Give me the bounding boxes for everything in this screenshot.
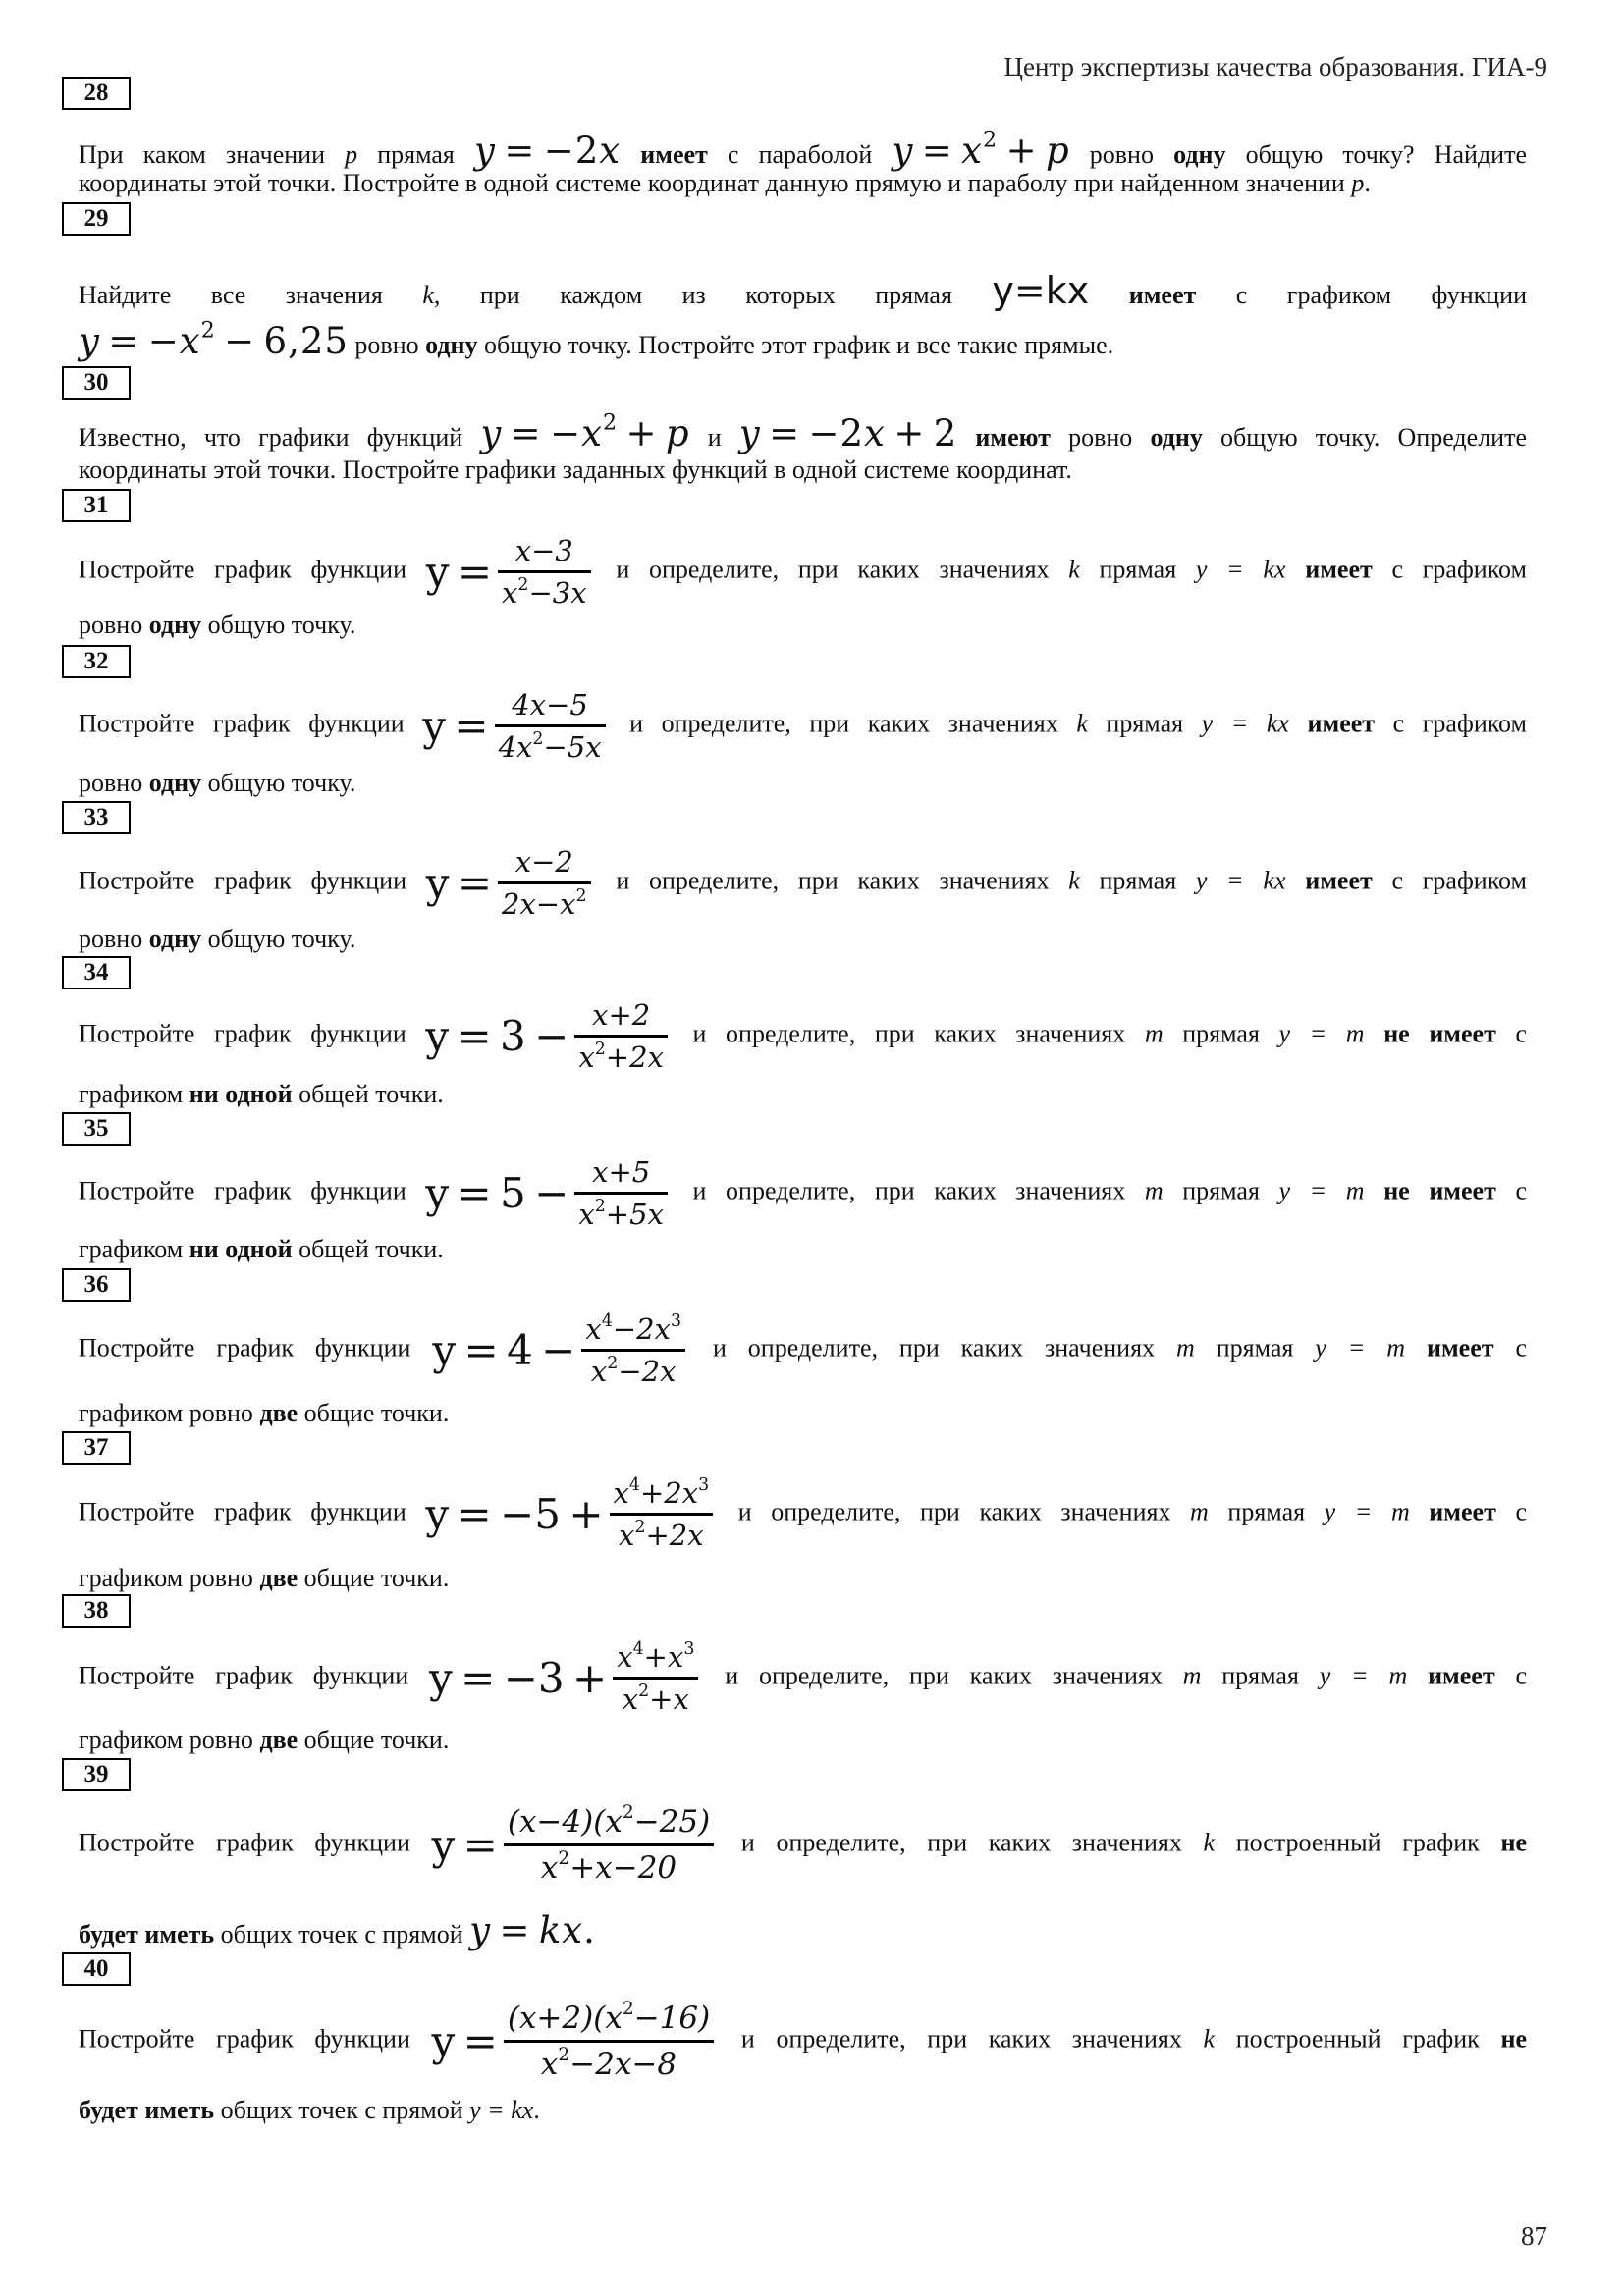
text-run: и определите, при каких значениях [691, 1333, 1176, 1362]
equation-lead: y = [425, 548, 493, 596]
text-run: Известно, что графики функций [79, 423, 481, 452]
fraction [574, 1154, 668, 1232]
fraction-equation [425, 1475, 719, 1553]
fraction [498, 533, 591, 611]
fraction-numerator: x−2 [514, 845, 573, 879]
text-run: и определите, при каких значениях [673, 1176, 1145, 1205]
problem-text-line [79, 269, 1527, 312]
problem-text-line [79, 2096, 1527, 2125]
problem-text-line [79, 533, 1527, 611]
italic-variable: p [1351, 169, 1365, 197]
text-run: общей точки. [292, 1080, 444, 1108]
text-run: общую точку. [201, 769, 356, 797]
fraction-equation [432, 1802, 721, 1888]
text-run: общих точек с прямой [214, 2096, 470, 2124]
problem-text-line [79, 1909, 1527, 1951]
italic-variable: m [1144, 1176, 1164, 1205]
fraction [613, 1639, 698, 1717]
equation-lead: y = 4 − [432, 1326, 576, 1374]
italic-variable: y = m [1319, 1661, 1408, 1690]
equation-lead: y = [431, 1821, 498, 1869]
fraction [581, 1311, 685, 1389]
italic-variable: k [1068, 866, 1080, 895]
bold-text: будет иметь [79, 1920, 215, 1949]
text-run: Постройте график функции [79, 1497, 426, 1526]
text-run: Постройте график функции [79, 1661, 430, 1690]
text-run: построенный график [1215, 2024, 1501, 2054]
equation-lead: y = [425, 859, 493, 907]
text-run: графиком ровно [79, 1399, 260, 1427]
fraction [504, 1999, 714, 2084]
text-run: . [1364, 169, 1371, 197]
text-run: общую точку. [201, 925, 356, 953]
italic-variable: m [1190, 1497, 1209, 1526]
fraction-numerator: $(x+2)(x^2-16)$ [507, 1999, 711, 2036]
fraction-equation [432, 1999, 721, 2084]
text-run: и определите, при каких значениях [673, 1019, 1145, 1048]
fraction [498, 844, 591, 922]
bold-text: одну [148, 611, 202, 639]
problem-text-line [79, 844, 1527, 922]
fraction-equation [426, 533, 597, 611]
fraction-denominator: $x^2-2x-8$ [540, 2045, 677, 2082]
text-run: и определите, при каких значениях [720, 1828, 1204, 1857]
problem-number-box: 38 [62, 1594, 131, 1628]
fraction-equation [432, 1311, 691, 1389]
problem-text-line [79, 1999, 1527, 2084]
text-run: и определите, при каких значениях [596, 866, 1069, 895]
fraction [495, 687, 606, 765]
math-expression: y = kx. [469, 1909, 596, 1951]
italic-variable: y = m [1278, 1176, 1365, 1205]
bold-text: имеет [621, 140, 708, 169]
text-run: ровно [1069, 140, 1174, 169]
bold-text: имеют [957, 423, 1051, 452]
bold-text: имеет [1285, 555, 1373, 584]
text-run: графиком ровно [79, 1564, 260, 1592]
text-run: с [1495, 1497, 1527, 1526]
math-expression: $y = x^2 + p$ [892, 127, 1070, 172]
italic-variable: m [1175, 1333, 1195, 1362]
fraction-numerator: x−3 [514, 534, 573, 567]
fraction [574, 997, 668, 1075]
text-run: общие точки. [298, 1564, 450, 1592]
equation-lead: y = 5 − [425, 1169, 569, 1217]
italic-variable: k [1068, 555, 1080, 584]
math-expression: y=kx [992, 269, 1090, 312]
problem-text-line [79, 1154, 1527, 1232]
fraction-denominator: $x^2+5x$ [578, 1196, 664, 1231]
bold-text: имеет [1285, 866, 1373, 895]
math-expression: $y = -x^2 - 6,25$ [79, 317, 349, 362]
bold-text: не [1500, 1828, 1528, 1857]
bold-text: одну [148, 925, 202, 953]
text-run: общие точки. [298, 1726, 450, 1754]
problem-number-box: 37 [62, 1431, 131, 1465]
text-run: графиком [79, 1080, 189, 1108]
problem-text-line [79, 687, 1527, 765]
problem-number-box: 28 [62, 77, 131, 110]
problem-number-box: 39 [62, 1758, 131, 1791]
italic-variable: y = kx [1195, 866, 1286, 895]
fraction-numerator: $(x-4)(x^2-25)$ [507, 1802, 711, 1840]
bold-text: не [1500, 2024, 1528, 2054]
bold-text: имеет [1409, 1497, 1496, 1526]
text-run: , при каждом из которых прямая [433, 281, 993, 309]
text-run: прямая [1079, 555, 1196, 584]
problem-number-box: 34 [62, 956, 131, 989]
fraction-bar [504, 1843, 714, 1846]
text-run: Постройте график функции [79, 1828, 432, 1857]
text-run: . [533, 2096, 540, 2124]
text-run: Постройте график функции [79, 709, 423, 738]
fraction-bar [610, 1513, 714, 1516]
bold-text: две [259, 1564, 298, 1592]
problem-number-box: 32 [62, 645, 131, 678]
text-run: прямая [1163, 1176, 1279, 1205]
italic-variable: m [1144, 1019, 1164, 1048]
italic-variable: k [1203, 2024, 1216, 2054]
text-run: с графиком функции [1196, 281, 1528, 309]
fraction-denominator: $x^2-2x$ [590, 1353, 677, 1388]
text-run: прямая [1087, 709, 1202, 738]
text-run: с параболой [707, 140, 893, 169]
fraction-numerator: x+5 [592, 1155, 651, 1189]
text-run: прямая [1201, 1661, 1320, 1690]
bold-text: будет иметь [79, 2096, 215, 2124]
text-run: с [1495, 1176, 1528, 1205]
text-run: ровно [1050, 423, 1151, 452]
fraction-bar [574, 1035, 668, 1038]
fraction-bar [498, 570, 591, 573]
fraction-equation [425, 997, 674, 1075]
italic-variable: y = kx [469, 2096, 534, 2124]
text-run: координаты этой точки. Постройте в одной системе координат данную прямую и параболу при найденном значении [79, 169, 1352, 197]
fraction-denominator: $4x^2-5x$ [498, 728, 602, 764]
text-run: и определите, при каких значениях [720, 2024, 1204, 2054]
bold-text: одну [148, 769, 202, 797]
problem-text-line [79, 455, 1527, 485]
text-run: общую точку. [201, 611, 356, 639]
fraction-numerator: $x^4-2x^3$ [585, 1310, 682, 1346]
problem-text-line [79, 1726, 1527, 1755]
text-run: с [1494, 1661, 1527, 1690]
fraction-numerator: $x^4+2x^3$ [613, 1474, 710, 1510]
fraction-equation [426, 844, 597, 922]
text-run: ровно [79, 611, 149, 639]
fraction-denominator: $x^2+x$ [622, 1681, 689, 1716]
text-run: ровно [79, 769, 149, 797]
problem-text-line [79, 611, 1527, 640]
fraction-equation [429, 1639, 704, 1717]
text-run: Постройте график функции [79, 866, 426, 895]
problem-text-line [79, 1235, 1527, 1264]
problem-text-line [79, 1080, 1527, 1109]
fraction [504, 1802, 714, 1888]
text-run: Найдите все значения [79, 281, 423, 309]
text-run: общую точку. Определите [1202, 423, 1527, 452]
fraction-denominator: $x^2-3x$ [502, 574, 587, 610]
problem-text-line [79, 1311, 1527, 1389]
problem-text-line [79, 1564, 1527, 1593]
bold-text: одну [1150, 423, 1203, 452]
fraction-denominator: $2x-x^2$ [502, 885, 587, 921]
fraction-denominator: $x^2+2x$ [619, 1517, 704, 1552]
math-expression: $y = -x^2 + p$ [480, 409, 690, 454]
problem-text-line [79, 997, 1527, 1075]
text-run: графиком ровно [79, 1726, 260, 1754]
text-run: общую точку? Найдите [1225, 140, 1527, 169]
italic-variable: y = kx [1195, 555, 1286, 584]
text-run: ровно [348, 331, 426, 359]
fraction-numerator: $x^4+x^3$ [617, 1638, 695, 1674]
text-run: с [1493, 1333, 1528, 1362]
text-run: и определите, при каких значениях [596, 555, 1069, 584]
text-run: и определите, при каких значениях [611, 709, 1077, 738]
fraction-bar [495, 724, 606, 727]
fraction [610, 1475, 714, 1553]
text-run: При каком значении [79, 140, 346, 169]
equation-lead: y = −5 + [425, 1490, 604, 1538]
page-header: Центр экспертизы качества образования. ГИА-9 [1003, 52, 1547, 81]
italic-variable: p [345, 140, 358, 169]
italic-variable: y = m [1324, 1497, 1410, 1526]
bold-text: не имеет [1364, 1019, 1496, 1048]
italic-variable: k [1203, 1828, 1216, 1857]
text-run: с графиком [1372, 555, 1527, 584]
problem-number-box: 29 [62, 202, 131, 236]
bold-text: имеет [1405, 1333, 1494, 1362]
problem-text-line [79, 127, 1527, 172]
text-run: Постройте график функции [79, 1176, 426, 1205]
fraction-bar [613, 1677, 698, 1680]
text-run: прямая [1079, 866, 1196, 895]
text-run: Постройте график функции [79, 2024, 432, 2054]
bold-text: одну [425, 331, 478, 359]
bold-text: ни одной [189, 1080, 293, 1108]
math-expression: y = −2x [474, 130, 622, 172]
italic-variable: y = m [1278, 1019, 1365, 1048]
text-run: и определите, при каких значениях [704, 1661, 1183, 1690]
text-run: ровно [79, 925, 149, 953]
bold-text: две [259, 1399, 298, 1427]
math-expression: y = −2x + 2 [738, 412, 958, 454]
italic-variable: k [1076, 709, 1088, 738]
fraction-denominator: $x^2+x-20$ [540, 1848, 677, 1886]
problem-number-box: 33 [62, 801, 131, 834]
text-run: прямая [1194, 1333, 1316, 1362]
fraction-bar [581, 1349, 685, 1352]
bold-text: ни одной [189, 1235, 293, 1263]
text-run: общей точки. [292, 1235, 444, 1263]
problem-text-line [79, 409, 1527, 454]
equation-lead: y = [431, 2017, 498, 2065]
text-run: построенный график [1215, 1828, 1501, 1857]
problem-text-line [79, 317, 1527, 362]
problem-text-line [79, 1639, 1527, 1717]
fraction-numerator: 4x−5 [512, 688, 588, 721]
equation-lead: y = −3 + [429, 1654, 608, 1702]
text-run: общих точек с прямой [214, 1920, 470, 1949]
bold-text: две [259, 1726, 298, 1754]
bold-text: имеет [1288, 709, 1376, 738]
text-run: графиком [79, 1235, 189, 1263]
fraction-equation [422, 687, 611, 765]
text-run: и определите, при каких значениях [719, 1497, 1191, 1526]
text-run: с графиком [1372, 866, 1527, 895]
fraction-bar [574, 1192, 668, 1195]
bold-text: имеет [1089, 281, 1197, 309]
text-run: Постройте график функции [79, 1019, 426, 1048]
problem-text-line [79, 169, 1527, 198]
problem-text-line [79, 925, 1527, 954]
text-run: с графиком [1375, 709, 1528, 738]
problem-text-line [79, 1802, 1527, 1888]
problem-text-line [79, 769, 1527, 798]
text-run: прямая [1163, 1019, 1279, 1048]
fraction-bar [504, 2040, 714, 2043]
text-run: общие точки. [298, 1399, 450, 1427]
problem-number-box: 35 [62, 1112, 131, 1146]
problem-number-box: 31 [62, 489, 131, 522]
bold-text: имеет [1407, 1661, 1495, 1690]
problem-number-box: 40 [62, 1952, 131, 1986]
italic-variable: y = m [1315, 1333, 1406, 1362]
text-run: Постройте график функции [79, 555, 426, 584]
italic-variable: m [1182, 1661, 1202, 1690]
fraction-numerator: x+2 [592, 998, 651, 1032]
fraction-bar [498, 881, 591, 884]
text-run: и [689, 423, 739, 452]
bold-text: одну [1173, 140, 1226, 169]
italic-variable: k [422, 281, 434, 309]
text-run: прямая [357, 140, 475, 169]
text-run: координаты этой точки. Постройте графики заданных функций в одной системе координат. [79, 455, 1072, 484]
italic-variable: y = kx [1201, 709, 1289, 738]
text-run: общую точку. Постройте этот график и все такие прямые. [477, 331, 1114, 359]
text-run: прямая [1208, 1497, 1325, 1526]
fraction-denominator: $x^2+2x$ [578, 1039, 664, 1074]
problem-number-box: 30 [62, 366, 131, 400]
equation-lead: y = [422, 702, 489, 750]
page-number: 87 [1521, 2221, 1547, 2251]
fraction-equation [425, 1154, 674, 1232]
equation-lead: y = 3 − [425, 1012, 569, 1060]
text-run: с [1495, 1019, 1528, 1048]
problem-text-line [79, 1475, 1527, 1553]
text-run: Постройте график функции [79, 1333, 433, 1362]
problem-number-box: 36 [62, 1268, 131, 1302]
bold-text: не имеет [1364, 1176, 1496, 1205]
problem-text-line [79, 1399, 1527, 1428]
